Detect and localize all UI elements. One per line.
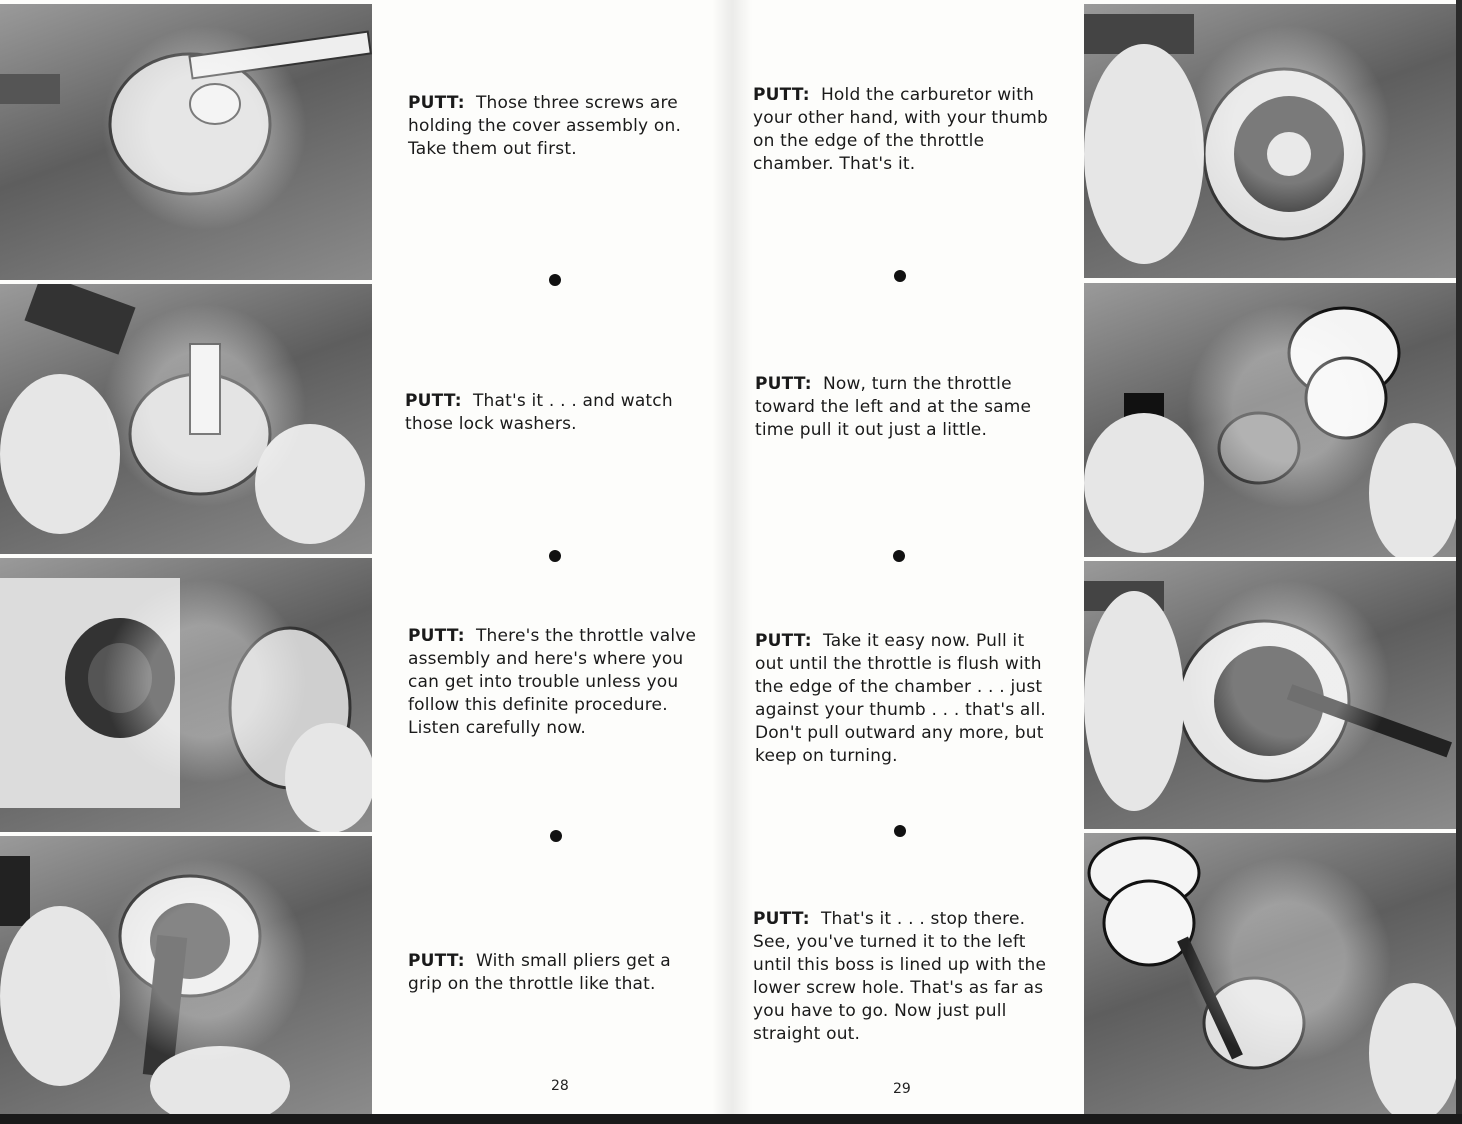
speaker-label: PUTT: xyxy=(755,631,812,651)
paragraph-text: That's it . . . stop there. See, you've turned it to the left until this boss is lined up with the lower screw hole. That's as far as you have to go. Now just pull straight out. xyxy=(753,909,1047,1044)
paragraph-text: Now, turn the throttle toward the left and at the same time pull it out just a little. xyxy=(755,374,1032,440)
cartoon-mechanic-illustration xyxy=(1084,833,1456,1114)
photo-throttle-valve xyxy=(0,558,372,832)
paragraph-text: Those three screws are holding the cover assembly on. Take them out first. xyxy=(408,93,682,159)
right-paragraph-3 xyxy=(755,630,1049,768)
speaker-label: PUTT: xyxy=(408,626,465,646)
photo-pliers-grip xyxy=(0,836,372,1114)
carburetor-illustration xyxy=(0,4,372,280)
book-gutter xyxy=(712,0,752,1124)
bullet-dot xyxy=(549,550,561,562)
photo-pull-straight-out xyxy=(1084,833,1456,1114)
speaker-label: PUTT: xyxy=(753,85,810,105)
carburetor-illustration xyxy=(0,284,372,554)
paragraph-text: That's it . . . and watch those lock washers. xyxy=(405,391,673,434)
carburetor-illustration xyxy=(0,558,372,832)
carburetor-illustration xyxy=(1084,561,1456,829)
bullet-dot xyxy=(894,825,906,837)
bullet-dot xyxy=(893,550,905,562)
page-number-left: 28 xyxy=(551,1078,569,1094)
bullet-dot xyxy=(549,274,561,286)
speaker-label: PUTT: xyxy=(408,951,465,971)
book-edge xyxy=(1456,0,1462,1124)
carburetor-illustration xyxy=(0,836,372,1114)
right-paragraph-1 xyxy=(753,84,1049,176)
paragraph-text: Take it easy now. Pull it out until the throttle is flush with the edge of the chamber . . . just against your thumb . . . that's all. Don't pull outward any more, but keep on turning. xyxy=(755,631,1046,766)
left-paragraph-2 xyxy=(405,390,705,436)
bullet-dot xyxy=(550,830,562,842)
speaker-label: PUTT: xyxy=(408,93,465,113)
photo-lock-washers xyxy=(0,284,372,554)
left-paragraph-4 xyxy=(408,950,706,996)
right-paragraph-2 xyxy=(755,373,1049,442)
photo-pull-throttle xyxy=(1084,561,1456,829)
paragraph-text: Hold the carburetor with your other hand, with your thumb on the edge of the throttle chamber. That's it. xyxy=(753,85,1048,174)
speaker-label: PUTT: xyxy=(755,374,812,394)
left-paragraph-3 xyxy=(408,625,706,740)
photo-hold-carburetor xyxy=(1084,4,1456,278)
cartoon-mechanic-illustration xyxy=(1084,283,1456,557)
bullet-dot xyxy=(894,270,906,282)
paragraph-text: With small pliers get a grip on the throttle like that. xyxy=(408,951,671,994)
page-number-right: 29 xyxy=(893,1081,911,1097)
speaker-label: PUTT: xyxy=(405,391,462,411)
paragraph-text: There's the throttle valve assembly and here's where you can get into trouble unless you follow this definite procedure. Listen carefully now. xyxy=(408,626,697,738)
right-paragraph-4 xyxy=(753,908,1049,1046)
carburetor-illustration xyxy=(1084,4,1456,278)
photo-screwdriver-cover xyxy=(0,4,372,280)
photo-turn-throttle xyxy=(1084,283,1456,557)
scan-bottom-edge xyxy=(0,1114,1462,1124)
left-paragraph-1 xyxy=(408,92,706,161)
speaker-label: PUTT: xyxy=(753,909,810,929)
